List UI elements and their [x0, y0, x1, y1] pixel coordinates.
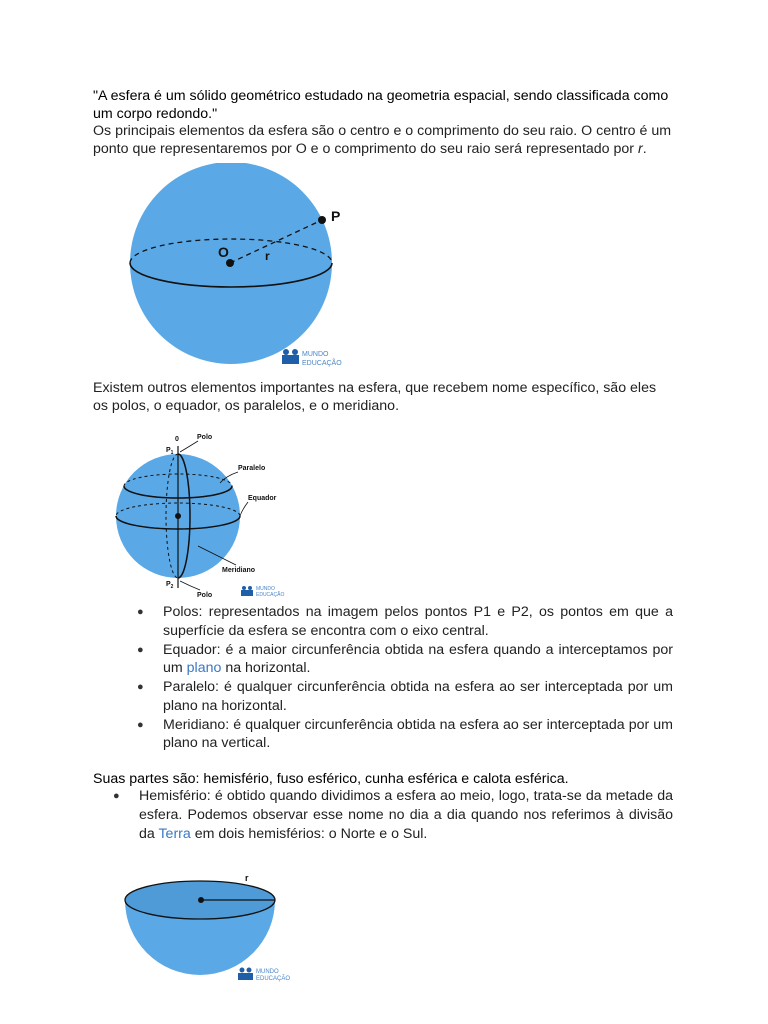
plano-link[interactable]: plano [186, 660, 222, 676]
hemisphere-figure [118, 866, 308, 988]
label-paralelo: Paralelo [238, 465, 266, 472]
brand-logo [282, 349, 342, 367]
list-item: ● Meridiano: é qualquer circunferência obtida na esfera ao ser interceptada por um plano na vertical. [137, 716, 673, 753]
brand-top-2: MUNDO [256, 586, 275, 592]
list-item: ● Hemisfério: é obtido quando dividimos a esfera ao meio, logo, trata-se da metade da esfera. Podemos observar esse nome no dia a dia quando nos referimos à divisão da Terra em dois hemisférios: o Norte e o Sul. [113, 787, 673, 844]
brand-logo-3 [238, 968, 290, 983]
intro-r: r [637, 141, 643, 157]
brand-bottom-2: EDUCAÇÃO [256, 592, 285, 598]
label-polo-top: Polo [197, 434, 213, 441]
label-r: r [265, 249, 270, 263]
point-p [318, 216, 326, 224]
leader-polo-top [180, 441, 198, 452]
label-p: P [331, 208, 341, 224]
center-point-3 [198, 897, 204, 903]
label-o: O [218, 244, 229, 260]
list-item: ● Equador: é a maior circunferência obtida na esfera quando a interceptamos por um plano na horizontal. [137, 641, 673, 678]
terra-link[interactable]: Terra [158, 826, 191, 842]
leader-equador [240, 502, 248, 516]
leader-polo-bottom [180, 581, 200, 590]
label-p2: $P_2$ [166, 581, 174, 590]
list-item: ● Paralelo: é qualquer circunferência obtida na esfera ao ser interceptada por um plano na horizontal. [137, 678, 673, 715]
others-paragraph: Existem outros elementos importantes na esfera, que recebem nome específico, são eles os polos, o equador, os paralelos, e o meridiano. [93, 380, 657, 414]
parts-list [113, 787, 673, 844]
intro-paragraph [93, 122, 673, 158]
brand-bottom-3: EDUCAÇÃO [256, 976, 291, 982]
brand-top-3: MUNDO [256, 969, 279, 975]
sphere-elements-figure [108, 428, 308, 603]
label-meridiano: Meridiano [222, 567, 256, 574]
label-equador: Equador [248, 495, 277, 502]
elements-list [137, 603, 673, 753]
label-polo-bottom: Polo [197, 592, 213, 599]
brand-bottom: EDUCAÇÃO [302, 360, 342, 367]
intro-end: . [642, 141, 647, 157]
label-p1: $P_1$ [166, 447, 174, 456]
intro-text: Os principais elementos da esfera são o centro e o comprimento do seu raio. O centro é um ponto que representaremos por O e o comprimento do seu raio será representado por [93, 123, 672, 157]
sphere-figure [120, 163, 360, 373]
parts-paragraph: Suas partes são: hemisfério, fuso esférico, cunha esférica e calota esférica. [93, 771, 569, 787]
label-r-3: r [245, 873, 249, 883]
center-point [226, 259, 234, 267]
brand-top: MUNDO [302, 351, 329, 358]
brand-logo-2 [241, 586, 284, 598]
quote-paragraph: "A esfera é um sólido geométrico estudado na geometria espacial, sendo classificada como um corpo redondo." [93, 88, 669, 122]
label-0: 0 [175, 436, 179, 443]
center-point-2 [175, 513, 181, 519]
list-item: ● Polos: representados na imagem pelos pontos P1 e P2, os pontos em que a superfície da esfera se encontra com o eixo central. [137, 603, 673, 640]
